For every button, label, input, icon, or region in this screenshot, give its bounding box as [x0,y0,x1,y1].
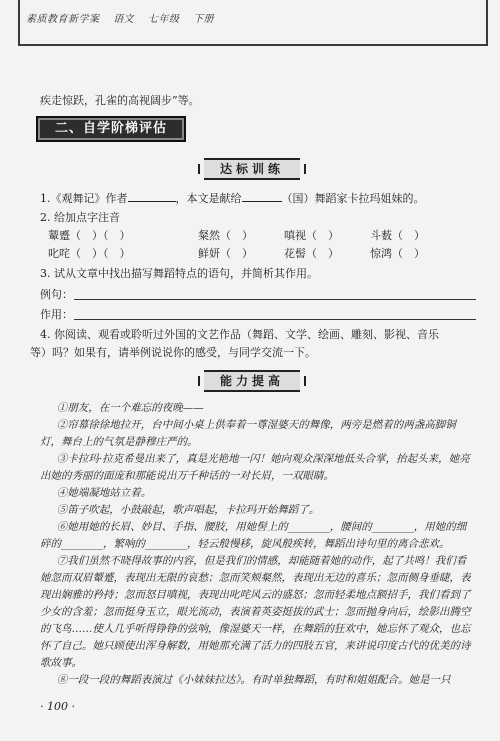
passage-paragraph: ⑥她用她的长眉、妙目、手指、腰肢，用她髻上的________，腰间的________，用她的细碎的________，繁响的________，轻云般慢移，旋风般疾转，舞蹈出诗句里的离合悲欢。 [40,521,467,550]
passage-paragraph: ⑦我们虽然不晓得故事的内容，但是我们的情感，却能随着她的动作，起了共鸣！我们看她忽而双眉颦蹙，表现出无限的哀愁；忽而笑颊粲然，表现出无边的喜乐；忽而侧身垂睫，表现出娴雅的矜持；忽而怒目嗔视，表现出叱咤风云的盛怒；忽而轻柔地点额招手，我们看到了少女的含羞；忽而挺身玉立，眼光流动，表演着英姿挺拔的武士；忽而抛身向后，绘影出腾空的飞鸟……使人几乎听得铮铮的弦响，像湿婆天一样，在舞蹈的狂欢中，她忘怀了观众，也忘怀了自己。她只顾使出浑身解数，用她那充满了活力的四肢五官，来讲说印度古代的优美的诗歌故事。 [40,555,471,669]
header-grade: 七年级 [147,14,180,25]
passage-paragraph: ②帘幕徐徐地拉开，台中间小桌上供奉着一尊湿婆天的舞像，两旁是燃着的两盏高脚铜灯，舞台上的气氛是静穆庄严的。 [40,419,456,448]
q1-suffix: （国）舞蹈家卡拉玛姐妹的。 [281,192,425,205]
question-3: 3. 试从文章中找出描写舞蹈特点的语句，并简析其作用。 [40,267,318,280]
question-1 [40,190,480,207]
q3-effect-label: 作用： [40,308,73,321]
q1-country-blank[interactable] [242,190,282,202]
pinyin-item: 粲然（ ） [198,229,253,242]
question-4-line-1: 4. 你阅读、观看或聆听过外国的文艺作品（舞蹈、文学、绘画、雕刻、影视、音乐 [40,328,439,341]
question-2: 2. 给加点字注音 [40,211,120,224]
running-header [26,10,481,26]
pinyin-item: 叱咤（ ）（ ） [48,247,131,260]
question-4-line-2: 等）吗？如果有，请举例说说你的感受，与同学交流一下。 [30,346,316,359]
header-right-rule [486,0,488,46]
pinyin-item: 惊鸿（ ） [370,247,425,260]
header-subject: 语文 [113,14,135,25]
pinyin-item: 颦蹙（ ）（ ） [48,229,131,242]
header-term: 下册 [193,14,215,25]
passage-paragraph: ①朋友，在一个难忘的夜晚—— [56,402,204,414]
section-title: 二、自学阶梯评估 [36,116,186,142]
q3-example-label: 例句： [40,288,73,301]
header-left-rule [18,0,20,46]
passage-paragraph: ④她端凝地站立着。 [56,487,152,499]
pinyin-item: 嗔视（ ） [284,229,339,242]
part1-title: 达标训练 [204,158,300,180]
intro-line: 疾走惊跃，孔雀的高视阔步”等。 [40,94,200,107]
header-rule [18,44,488,46]
q1-author-blank[interactable] [128,190,176,202]
pinyin-item: 斗薮（ ） [370,229,425,242]
q1-prefix: 1.《观舞记》作者 [40,192,128,205]
q1-mid: ，本文是献给 [175,192,242,205]
passage-paragraph: ⑧一段一段的舞蹈表演过《小妹妹拉达》。有时单独舞蹈，有时和姐姐配合。她是一只 [56,674,451,686]
reading-passage [40,400,472,689]
q3-effect-answer-line[interactable] [74,319,476,320]
pinyin-item: 鲜妍（ ） [198,247,253,260]
pinyin-item: 花髻（ ） [284,247,339,260]
part2-title: 能力提高 [204,370,300,392]
q3-example-answer-line[interactable] [74,299,476,300]
header-series: 素质教育新学案 [26,14,100,25]
passage-paragraph: ③卡拉玛·拉克希曼出来了，真是光艳地一闪！她向观众深深地低头合掌，抬起头来，她亮出她的秀丽的面庞和那能说出万千种话的一对长眉，一双眼睛。 [40,453,470,482]
passage-paragraph: ⑤笛子吹起，小鼓敲起，歌声唱起，卡拉玛开始舞蹈了。 [56,504,320,516]
page-number: · 100 · [40,700,75,713]
